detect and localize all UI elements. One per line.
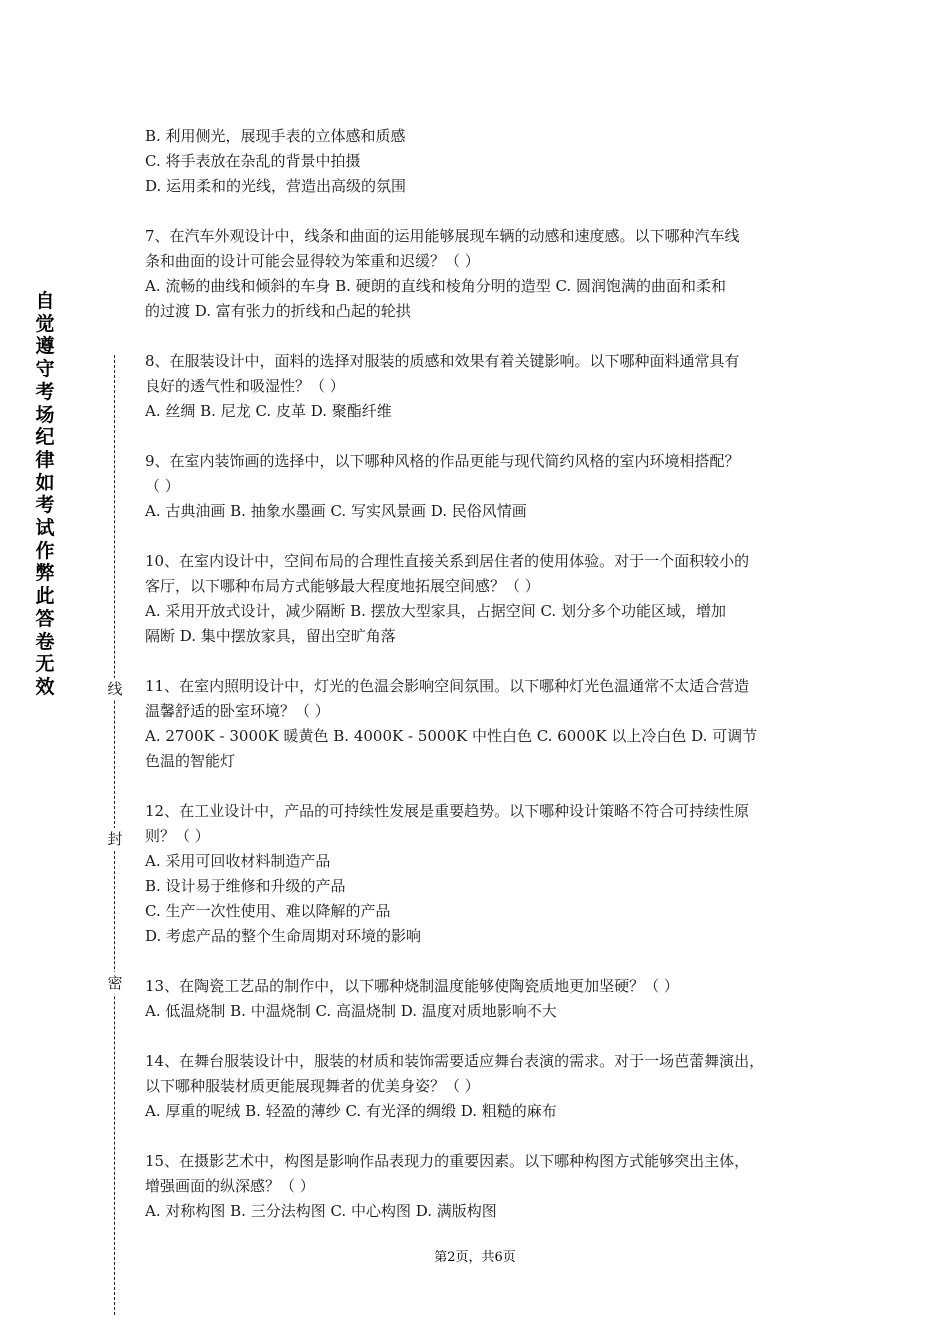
- exam-discipline-notice: 自 觉 遵 守 考 场 纪 律 如 考 试 作 弊 此 答 卷 无 效: [35, 290, 55, 698]
- question-10: 10、在室内设计中，空间布局的合理性直接关系到居住者的使用体验。对于一个面积较小的 客厅，以下哪种布局方式能够最大程度地拓展空间感？（ ） A. 采用开放式设计，减少隔断 B. 摆放大型家具，占据空间 C. 划分多个功能区域，增加 隔断 D. 集中摆放家具，留出空旷角落: [145, 552, 750, 645]
- option-line: D. 运用柔和的光线，营造出高级的氛围: [145, 177, 407, 195]
- option-line: B. 利用侧光，展现手表的立体感和质感: [145, 127, 406, 145]
- previous-question-options: [145, 124, 815, 199]
- question-9: 9、在室内装饰画的选择中，以下哪种风格的作品更能与现代简约风格的室内环境相搭配？ （ ） A. 古典油画 B. 抽象水墨画 C. 写实风景画 D. 民俗风情画: [145, 452, 740, 520]
- question-14: 14、在舞台服装设计中，服装的材质和装饰需要适应舞台表演的需求。对于一场芭蕾舞演出， 以下哪种服装材质更能展现舞者的优美身姿？（ ） A. 厚重的呢绒 B. 轻盈的薄纱 C. 有光泽的绸缎 D. 粗糙的麻布: [145, 1052, 765, 1120]
- cut-mark-secret: 密: [107, 974, 123, 992]
- option-line: C. 将手表放在杂乱的背景中拍摄: [145, 152, 361, 170]
- question-8: 8、在服装设计中，面料的选择对服装的质感和效果有着关键影响。以下哪种面料通常具有 良好的透气性和吸湿性？（ ） A. 丝绸 B. 尼龙 C. 皮革 D. 聚酯纤维: [145, 352, 740, 420]
- cut-mark-seal: 封: [107, 830, 123, 848]
- question-12: 12、在工业设计中，产品的可持续性发展是重要趋势。以下哪种设计策略不符合可持续性原 则？（ ） A. 采用可回收材料制造产品 B. 设计易于维修和升级的产品 C. 生产一次性使用、难以降解的产品 D. 考虑产品的整个生命周期对环境的影响: [145, 802, 750, 945]
- question-content: [145, 124, 815, 1224]
- question-15: 15、在摄影艺术中，构图是影响作品表现力的重要因素。以下哪种构图方式能够突出主体， 增强画面的纵深感？（ ） A. 对称构图 B. 三分法构图 C. 中心构图 D. 满版构图: [145, 1152, 750, 1220]
- page-number-footer: 第2页，共6页: [434, 1250, 516, 1265]
- cut-mark-line: 线: [107, 680, 123, 698]
- question-13: 13、在陶瓷工艺品的制作中，以下哪种烧制温度能够使陶瓷质地更加坚硬？（ ） A. 低温烧制 B. 中温烧制 C. 高温烧制 D. 温度对质地影响不大: [145, 977, 679, 1020]
- question-11: 11、在室内照明设计中，灯光的色温会影响空间氛围。以下哪种灯光色温通常不太适合营造 温馨舒适的卧室环境？（ ） A. 2700K - 3000K 暖黄色 B. 4000K - 5000K 中性白色 C. 6000K 以上冷白色 D. 可调节 色温的智能灯: [145, 677, 758, 770]
- question-7: 7、在汽车外观设计中，线条和曲面的运用能够展现车辆的动感和速度感。以下哪种汽车线 条和曲面的设计可能会显得较为笨重和迟缓？（ ） A. 流畅的曲线和倾斜的车身 B. 硬朗的直线和棱角分明的造型 C. 圆润饱满的曲面和柔和 的过渡 D. 富有张力的折线和凸起的轮拱: [145, 227, 740, 320]
